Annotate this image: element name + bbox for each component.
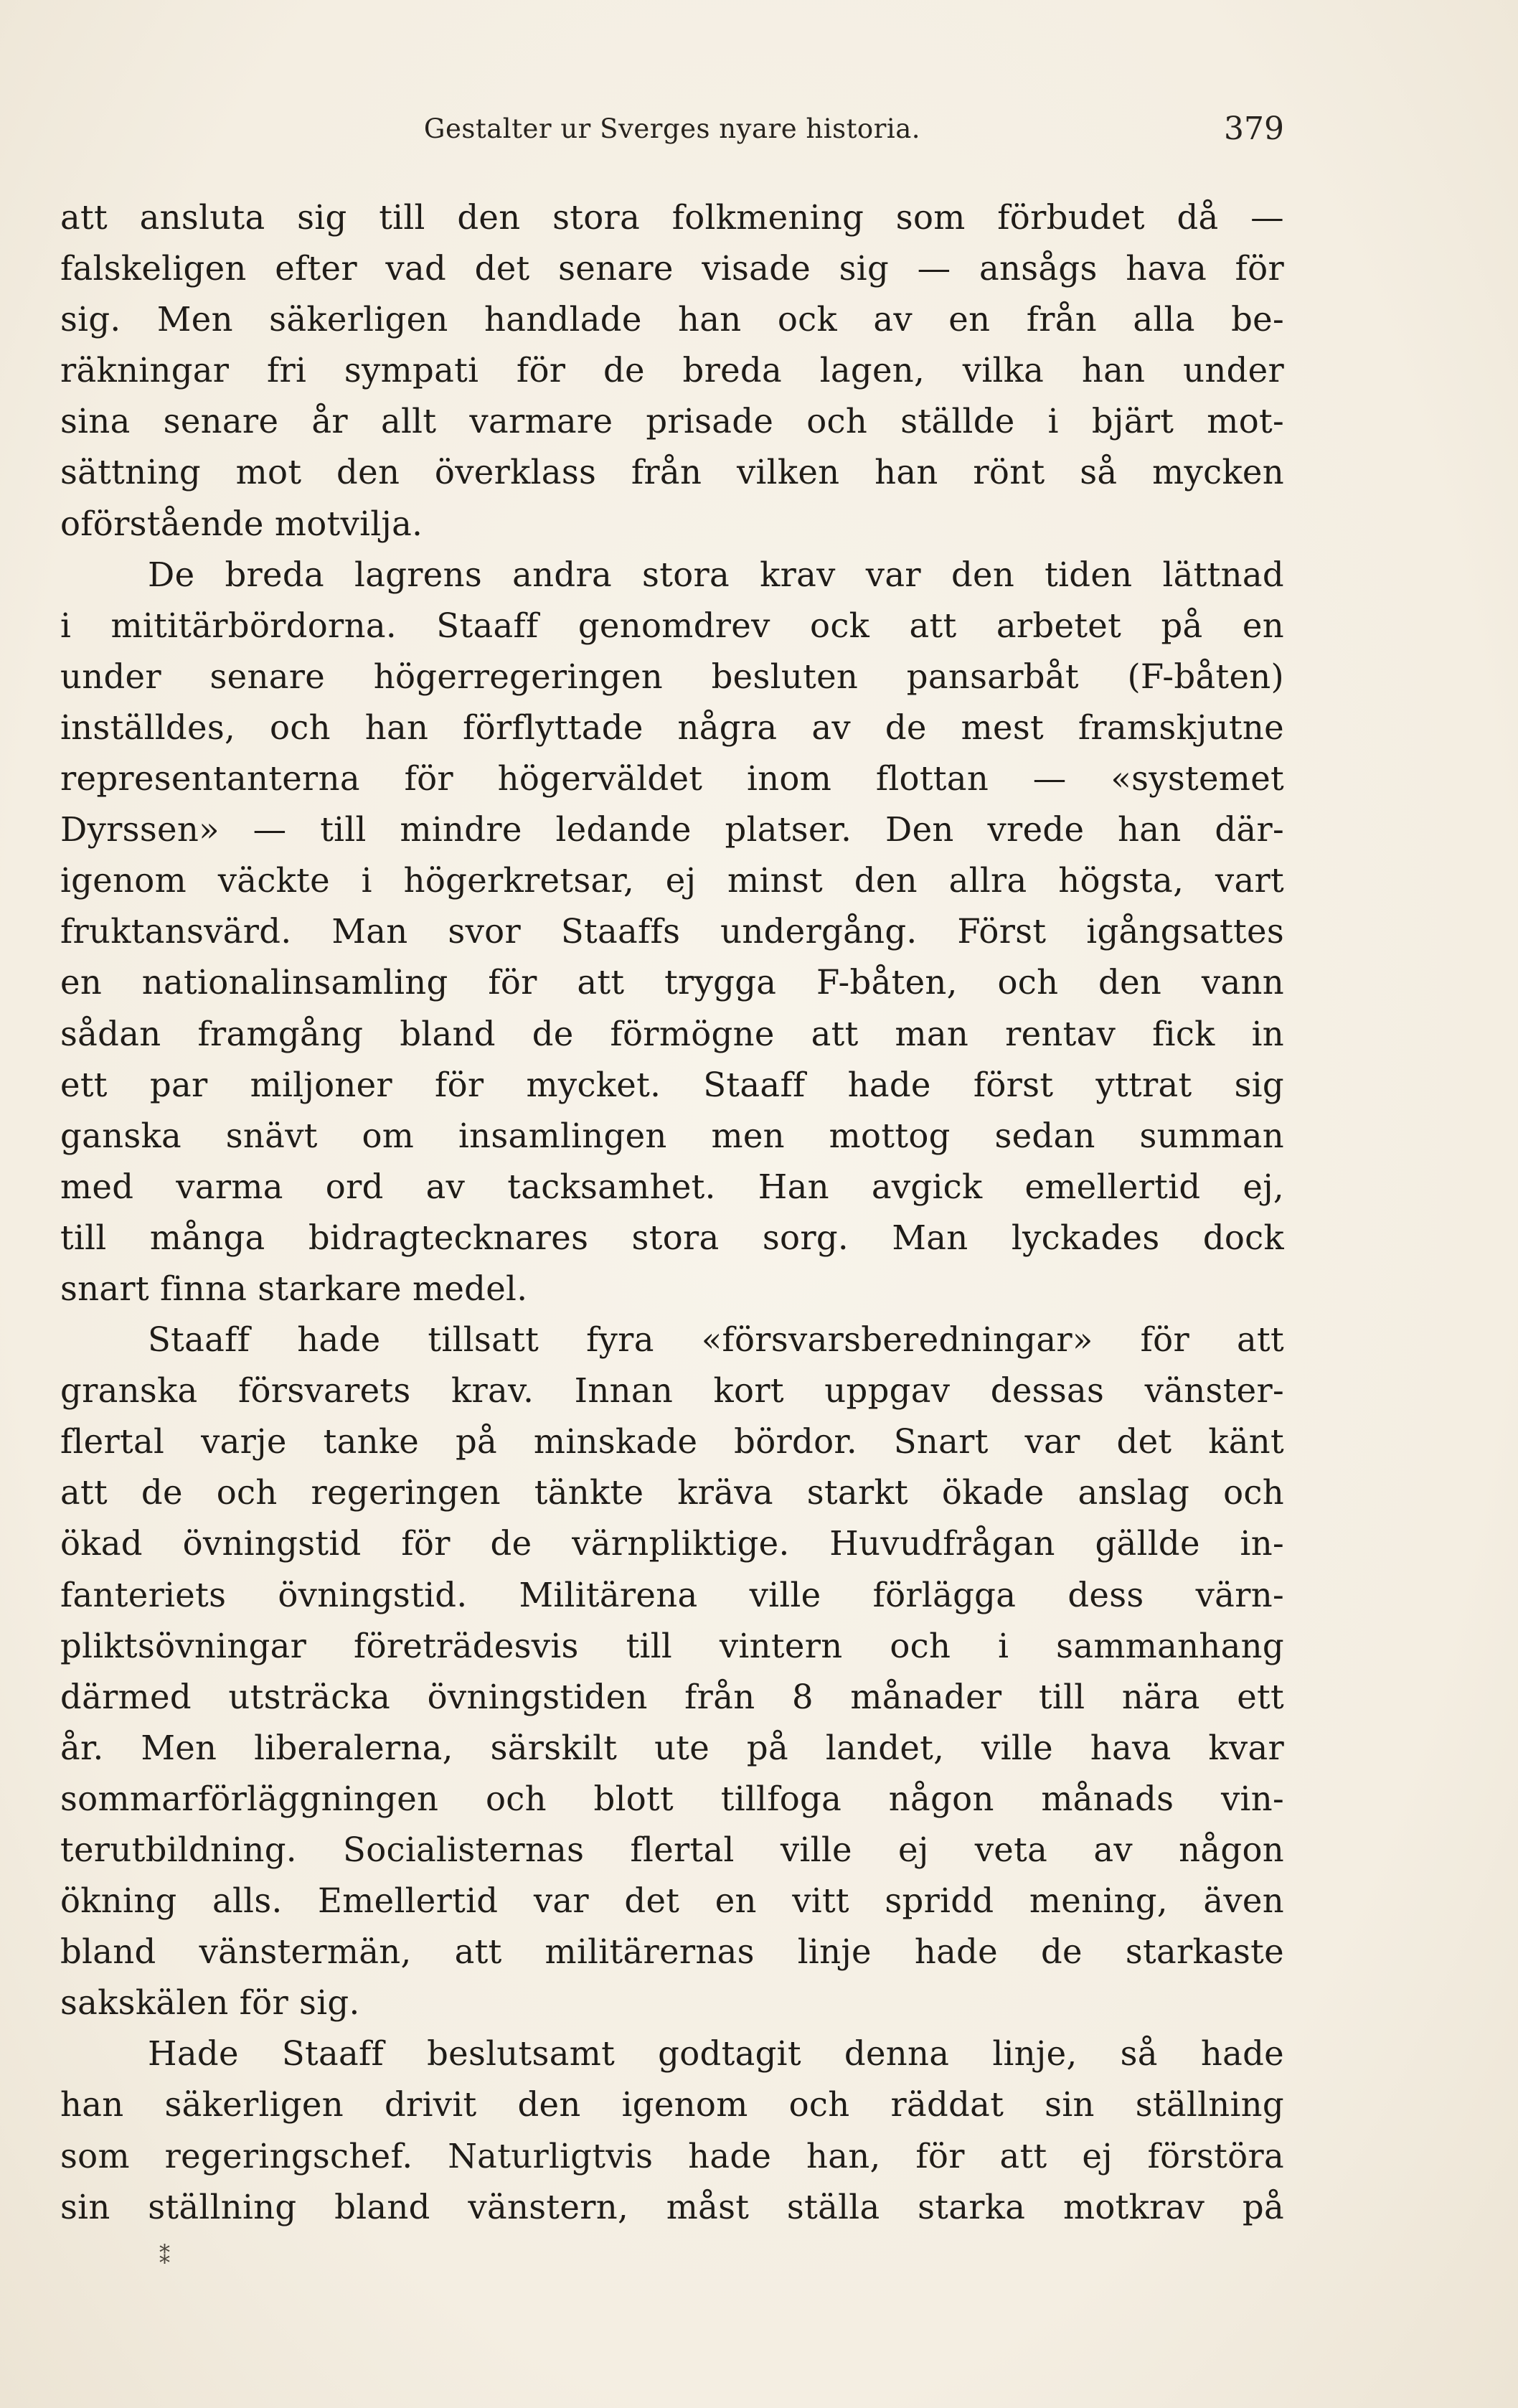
- text-line: sig. Men säkerligen handlade han ock av en från alla be-: [60, 300, 1284, 339]
- text-line: en nationalinsamling för att trygga F-båten, och den vann: [60, 963, 1284, 1002]
- text-line: Hade Staaff beslutsamt godtagit denna linje, så hade: [148, 2034, 1284, 2074]
- text-line: sättning mot den överklass från vilken han rönt så mycken: [60, 453, 1284, 492]
- text-line: sin ställning bland vänstern, måst ställa starka motkrav på: [60, 2187, 1284, 2226]
- text-line: som regeringschef. Naturligtvis hade han, för att ej förstöra: [60, 2136, 1284, 2176]
- text-line: ökad övningstid för de värnpliktige. Huvudfrågan gällde in-: [60, 1524, 1284, 1563]
- text-line: att de och regeringen tänkte kräva starkt ökade anslag och: [60, 1473, 1284, 1513]
- text-line: ett par miljoner för mycket. Staaff hade först yttrat sig: [60, 1065, 1284, 1104]
- text-line: sommarförläggningen och blott tillfoga någon månads vin-: [60, 1779, 1284, 1818]
- text-line: bland vänstermän, att militärernas linje hade de starkaste: [60, 1932, 1284, 1972]
- text-line: Dyrssen» — till mindre ledande platser. Den vrede han där-: [60, 810, 1284, 850]
- text-line: granska försvarets krav. Innan kort uppgav dessas vänster-: [60, 1371, 1284, 1411]
- text-line: fruktansvärd. Man svor Staaffs undergång. Först igångsattes: [60, 912, 1284, 951]
- running-head-title: Gestalter ur Sverges nyare historia.: [423, 113, 921, 144]
- page-number: 379: [1224, 110, 1284, 147]
- text-line: fanteriets övningstid. Militärena ville förlägga dess värn-: [60, 1575, 1284, 1614]
- text-line: terutbildning. Socialisternas flertal ville ej veta av någon: [60, 1830, 1284, 1869]
- text-line: sådan framgång bland de förmögne att man rentav fick in: [60, 1014, 1284, 1053]
- text-line: Staaff hade tillsatt fyra «försvarsberedningar» för att: [148, 1320, 1284, 1360]
- signature-mark: ⁑: [159, 2244, 170, 2270]
- text-line: sina senare år allt varmare prisade och ställde i bjärt mot-: [60, 402, 1284, 441]
- text-line: till många bidragtecknares stora sorg. Man lyckades dock: [60, 1218, 1284, 1257]
- running-head: [60, 100, 1284, 162]
- text-line: oförstående motvilja.: [60, 504, 423, 543]
- text-line: räkningar fri sympati för de breda lagen, vilka han under: [60, 351, 1284, 390]
- text-line: med varma ord av tacksamhet. Han avgick emellertid ej,: [60, 1167, 1284, 1206]
- text-line: representanterna för högerväldet inom flottan — «systemet: [60, 759, 1284, 799]
- text-line: sakskälen för sig.: [60, 1983, 360, 2023]
- text-line: år. Men liberalerna, särskilt ute på landet, ville hava kvar: [60, 1728, 1284, 1767]
- text-line: under senare högerregeringen besluten pansarbåt (F-båten): [60, 657, 1284, 696]
- text-line: han säkerligen drivit den igenom och räddat sin ställning: [60, 2085, 1284, 2125]
- text-line: De breda lagrens andra stora krav var den tiden lättnad: [148, 555, 1284, 594]
- text-line: ökning alls. Emellertid var det en vitt spridd mening, även: [60, 1881, 1284, 1921]
- text-line: därmed utsträcka övningstiden från 8 månader till nära ett: [60, 1677, 1284, 1716]
- text-line: att ansluta sig till den stora folkmening som förbudet då —: [60, 198, 1284, 237]
- body-text: [60, 192, 1284, 2233]
- text-line: ganska snävt om insamlingen men mottog sedan summan: [60, 1116, 1284, 1155]
- text-line: pliktsövningar företrädesvis till vintern och i sammanhang: [60, 1626, 1284, 1665]
- text-line: igenom väckte i högerkretsar, ej minst den allra högsta, vart: [60, 861, 1284, 900]
- text-line: inställdes, och han förflyttade några av de mest framskjutne: [60, 707, 1284, 747]
- text-line: i mititärbördorna. Staaff genomdrev ock att arbetet på en: [60, 606, 1284, 645]
- text-line: flertal varje tanke på minskade bördor. Snart var det känt: [60, 1422, 1284, 1462]
- text-line: falskeligen efter vad det senare visade sig — ansågs hava för: [60, 249, 1284, 288]
- text-line: snart finna starkare medel.: [60, 1269, 528, 1308]
